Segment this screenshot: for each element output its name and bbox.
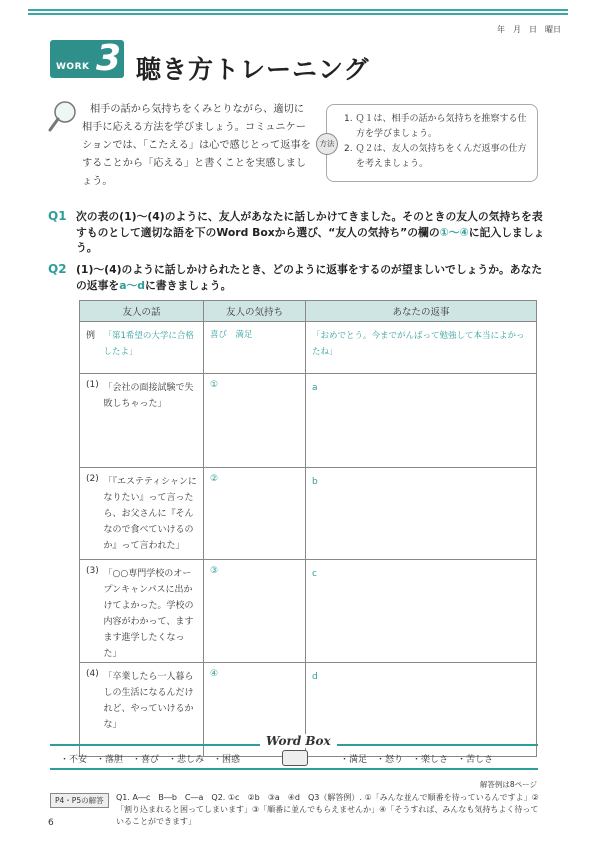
header-feel: 友人の気持ち (204, 301, 306, 322)
row-number: (1) (80, 374, 102, 468)
work-label: WORK (56, 62, 90, 72)
page-number: 6 (48, 818, 54, 828)
row-number: (2) (80, 468, 102, 560)
reply-field[interactable]: a (306, 374, 537, 468)
wordbox-words-right: ・満足 ・怒り ・楽しさ ・苦しさ (340, 755, 494, 765)
q1-marks: ①～④ (439, 225, 469, 239)
worksheet-table (79, 300, 537, 757)
reply-field[interactable]: c (306, 560, 537, 663)
work-badge (50, 40, 124, 78)
friend-talk: 「第1希望の大学に合格したよ」 (102, 322, 204, 374)
answer-page-ref: 解答例は8ページ (479, 780, 537, 789)
answers-text: Q1. A―c B―b C―a Q2. ①c ②b ③a ④d Q3（解答例）. ①「みんな並んで順番を待っているんですよ」②「割り込まれると困ってしまいます」③「順番に並んでもらえませんか」④「そうすれば、みんなも気持ちよく待っていることができます」 (116, 793, 539, 826)
date-field: 年 月 日 曜日 (497, 25, 561, 34)
reply-field[interactable]: d (306, 663, 537, 757)
wordbox-words-left: ・不安 ・落胆 ・喜び ・悲しみ ・困惑 (60, 755, 241, 765)
work-number: 3 (96, 38, 122, 79)
friend-talk: 「卒業したら一人暮らしの生活になるんだけれど、やっていけるかな」 (102, 663, 204, 757)
friend-talk: 「会社の面接試験で失敗しちゃった」 (102, 374, 204, 468)
method-item: 1. Ｑ１は、相手の話から気持ちを推察する仕方を学びましょう。 (344, 114, 527, 139)
q2-text-end: に書きましょう。 (145, 278, 232, 292)
top-rule (28, 9, 568, 15)
row-number: (3) (80, 560, 102, 663)
friend-talk: 「○○専門学校のオープンキャンパスに出かけてよかった。学校の内容がわかって、ますます進学したくなった」 (102, 560, 204, 663)
q1-text: 次の表の(1)～(4)のように、友人があなたに話しかけてきました。そのときの友人の気持ちを表すものとして適切な語を下のWord Boxから選び、“友人の気持ち”の欄の (76, 210, 543, 239)
wordbox-title: Word Box (260, 734, 337, 748)
word-box (50, 734, 538, 774)
example-row (80, 322, 537, 374)
page-title: 聴き方トレーニング (136, 55, 370, 84)
reply-field[interactable]: b (306, 468, 537, 560)
answers-label: P4・P5の解答 (50, 793, 109, 808)
q2-label: Q2 (48, 262, 67, 276)
feeling-field[interactable]: ② (204, 468, 306, 560)
aim-text: 相手の話から気持ちをくみとりながら、適切に相手に応える方法を学びましょう。コミュニケーションでは、「こたえる」は心で感じとって返事をすることから「応える」と書くことを実感しましょう。 (82, 104, 311, 187)
method-label: 方法 (316, 133, 338, 155)
question-2 (50, 262, 550, 293)
q1-label: Q1 (48, 209, 67, 223)
q1-text-end: に記入しましょう。 (76, 225, 545, 254)
friend-feeling: 喜び 満足 (204, 322, 306, 374)
friend-talk: 「『エステティシャンになりたい』って言ったら、お父さんに『そんなので食べていけるのか』って言われた」 (102, 468, 204, 560)
your-reply: 「おめでとう。今までがんばって勉強して本当によかったね」 (306, 322, 537, 374)
q2-text: (1)～(4)のように話しかけられたとき、どのように返事をするのが望ましいでしょうか。あなたの返事を (76, 263, 543, 292)
row-number: 例 (80, 322, 102, 374)
feeling-field[interactable]: ④ (204, 663, 306, 757)
row-number: (4) (80, 663, 102, 757)
method-item: 2. Ｑ２は、友人の気持ちをくんだ返事の仕方を考えましょう。 (344, 144, 527, 169)
box-icon (282, 750, 308, 766)
table-row (80, 468, 537, 560)
method-list (344, 112, 534, 172)
magnifier-icon (48, 100, 78, 134)
header-reply: あなたの返事 (306, 301, 537, 322)
feeling-field[interactable]: ③ (204, 560, 306, 663)
table-row (80, 560, 537, 663)
feeling-field[interactable]: ① (204, 374, 306, 468)
q2-marks: a～d (119, 278, 145, 292)
question-1 (50, 209, 550, 256)
header-talk: 友人の話 (80, 301, 204, 322)
wordbox-rule (50, 768, 538, 770)
table-row (80, 374, 537, 468)
